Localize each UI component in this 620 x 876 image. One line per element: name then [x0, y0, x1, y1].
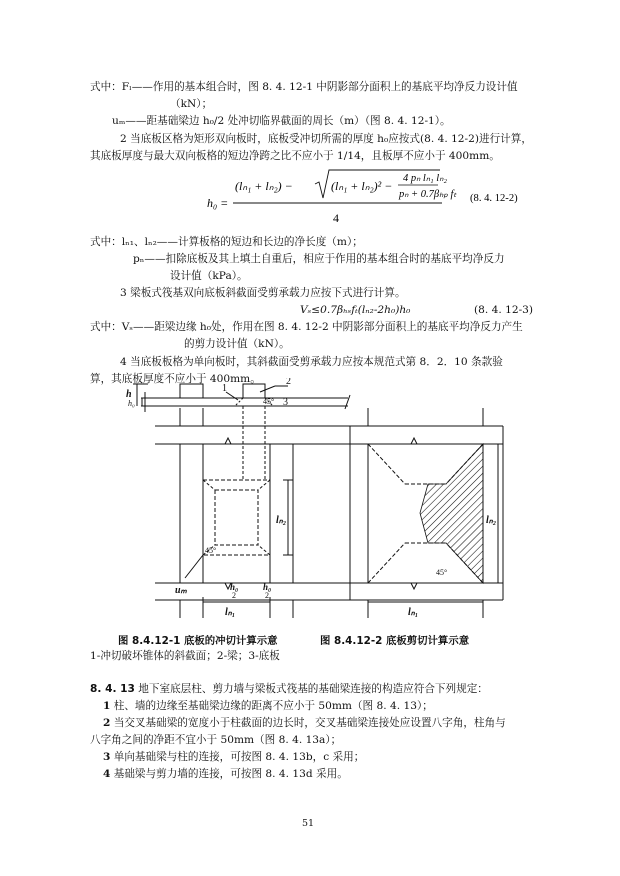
formula-8-4-12-3: Vₛ≤0.7βₕₛfₜ(lₙ₂-2h₀)h₀	[300, 304, 411, 316]
fig-label-1: 1	[222, 383, 227, 394]
item-number: 3	[103, 751, 111, 763]
fig-label-ln1b: lₙ₁	[408, 607, 419, 618]
paragraph-4-line-1: 4 当底板板格为单向板时，其斜截面受剪承载力应按本规范式第 8．2．10 条款验	[120, 356, 503, 368]
formula-radical-left: (lₙ₁ + lₙ₂)² −	[331, 179, 393, 193]
shear-shaded-area	[420, 444, 483, 583]
figure-8-4-12	[118, 378, 518, 618]
figure-caption-1: 图 8.4.12-1 底板的冲切计算示意	[118, 635, 278, 647]
figure-legend: 1-冲切破坏锥体的斜截面；2-梁；3-底板	[90, 650, 280, 662]
defs3-line-1: 式中：Vₛ——距梁边缘 h₀处，作用在图 8. 4. 12-2 中阴影部分面积上的基底平均净反力产生	[90, 321, 523, 333]
item-text: 基础梁与剪力墙的连接，可按图 8. 4. 13d 采用。	[113, 768, 348, 780]
fig-label-ln1a: lₙ₁	[225, 607, 236, 618]
fig-label-3: 3	[283, 397, 288, 408]
fig-label-h0-2b: h₀	[263, 582, 272, 592]
section-item-2	[103, 716, 506, 731]
section-heading	[90, 682, 488, 697]
item-text: 柱、墙的边缘至基础梁边缘的距离不应小于 50mm（图 8. 4. 13）；	[113, 700, 433, 712]
formula-8-4-12-2	[195, 168, 535, 230]
paragraph-3-line-1: 3 梁板式筏基双向底板斜截面受剪承载力应按下式进行计算。	[120, 287, 406, 299]
fig-label-45b: 45°	[205, 546, 217, 555]
fig-label-ln2b: lₙ₂	[486, 515, 497, 526]
formula-number: (8. 4. 12-2)	[470, 193, 518, 204]
formula-frac-den: pₙ + 0.7βₕₚ fₜ	[399, 189, 457, 200]
fig-label-two-b: 2	[265, 591, 269, 600]
fig-label-um: uₘ	[175, 585, 187, 596]
defs2-line-3: 设计值（kPa）。	[170, 270, 248, 282]
section-item-2-cont	[90, 733, 341, 748]
definition-line-3: uₘ——距基础梁边 h₀/2 处冲切临界截面的周长（m）（图 8. 4. 12-1）。	[112, 115, 451, 127]
figure-caption-2: 图 8.4.12-2 底板剪切计算示意	[320, 635, 470, 647]
formula-num-left: (lₙ₁ + lₙ₂) −	[235, 179, 293, 193]
fig-label-h: h	[126, 389, 132, 400]
item-text: 单向基础梁与柱的连接，可按图 8. 4. 13b，c 采用；	[113, 751, 365, 763]
fig-label-two-a: 2	[232, 591, 236, 600]
section-item-1	[103, 699, 433, 714]
paragraph-2-line-1: 2 当底板区格为矩形双向板时，底板受冲切所需的厚度 h₀应按式(8. 4. 12-2)进行计算，	[120, 133, 532, 145]
section-number: 8. 4. 13	[90, 683, 135, 695]
section-beam-left	[180, 384, 203, 398]
fig-label-ln2a: lₙ₂	[276, 515, 287, 526]
fig-label-h0-2a: h₀	[230, 582, 239, 592]
formula-8-4-12-3-number: (8. 4. 12-3)	[474, 304, 534, 316]
item-number: 4	[103, 768, 111, 780]
page-number: 51	[302, 818, 315, 829]
fig-label-2: 2	[286, 378, 291, 387]
item-number: 1	[103, 700, 111, 712]
section-item-3	[103, 750, 364, 765]
formula-frac-num: 4 pₙ lₙ₁ lₙ₂	[403, 173, 448, 184]
defs3-line-2: 的剪力设计值（kN）。	[184, 338, 290, 350]
item-text: 当交叉基础梁的宽度小于柱截面的边长时，交叉基础梁连接处应设置八字角，柱角与	[113, 717, 506, 729]
defs2-line-2: pₙ——扣除底板及其上填土自重后，相应于作用的基本组合时的基底平均净反力	[133, 253, 505, 265]
defs2-line-1: 式中：lₙ₁、lₙ₂——计算板格的短边和长边的净长度（m）；	[90, 236, 363, 248]
section-heading-text: 地下室底层柱、剪力墙与梁板式筏基的基础梁连接的构造应符合下列规定：	[138, 683, 488, 695]
formula-denominator: 4	[333, 211, 339, 225]
paragraph-2-line-2: 其底板厚度与最大双向板格的短边净跨之比不应小于 1/14，且板厚不应小于 400mm。	[90, 150, 500, 162]
definition-line-2: （kN）；	[170, 98, 213, 110]
section-item-4	[103, 767, 348, 782]
punching-perimeter	[203, 480, 270, 555]
formula-lhs: h₀ =	[207, 196, 229, 210]
fig-label-h0: h₀	[128, 399, 135, 408]
paragraph-4-line-2: 算，其底板厚度不应小于 400mm。	[90, 373, 261, 385]
item-text: 八字角之间的净距不宜小于 50mm（图 8. 4. 13a）；	[90, 734, 342, 746]
definition-line-1: 式中：Fₗ——作用的基本组合时，图 8. 4. 12-1 中阴影部分面积上的基底平均净反力设计值	[90, 81, 518, 93]
fig-label-45a: 45°	[263, 397, 275, 406]
fig-label-45c: 45°	[436, 568, 448, 577]
item-number: 2	[103, 717, 111, 729]
